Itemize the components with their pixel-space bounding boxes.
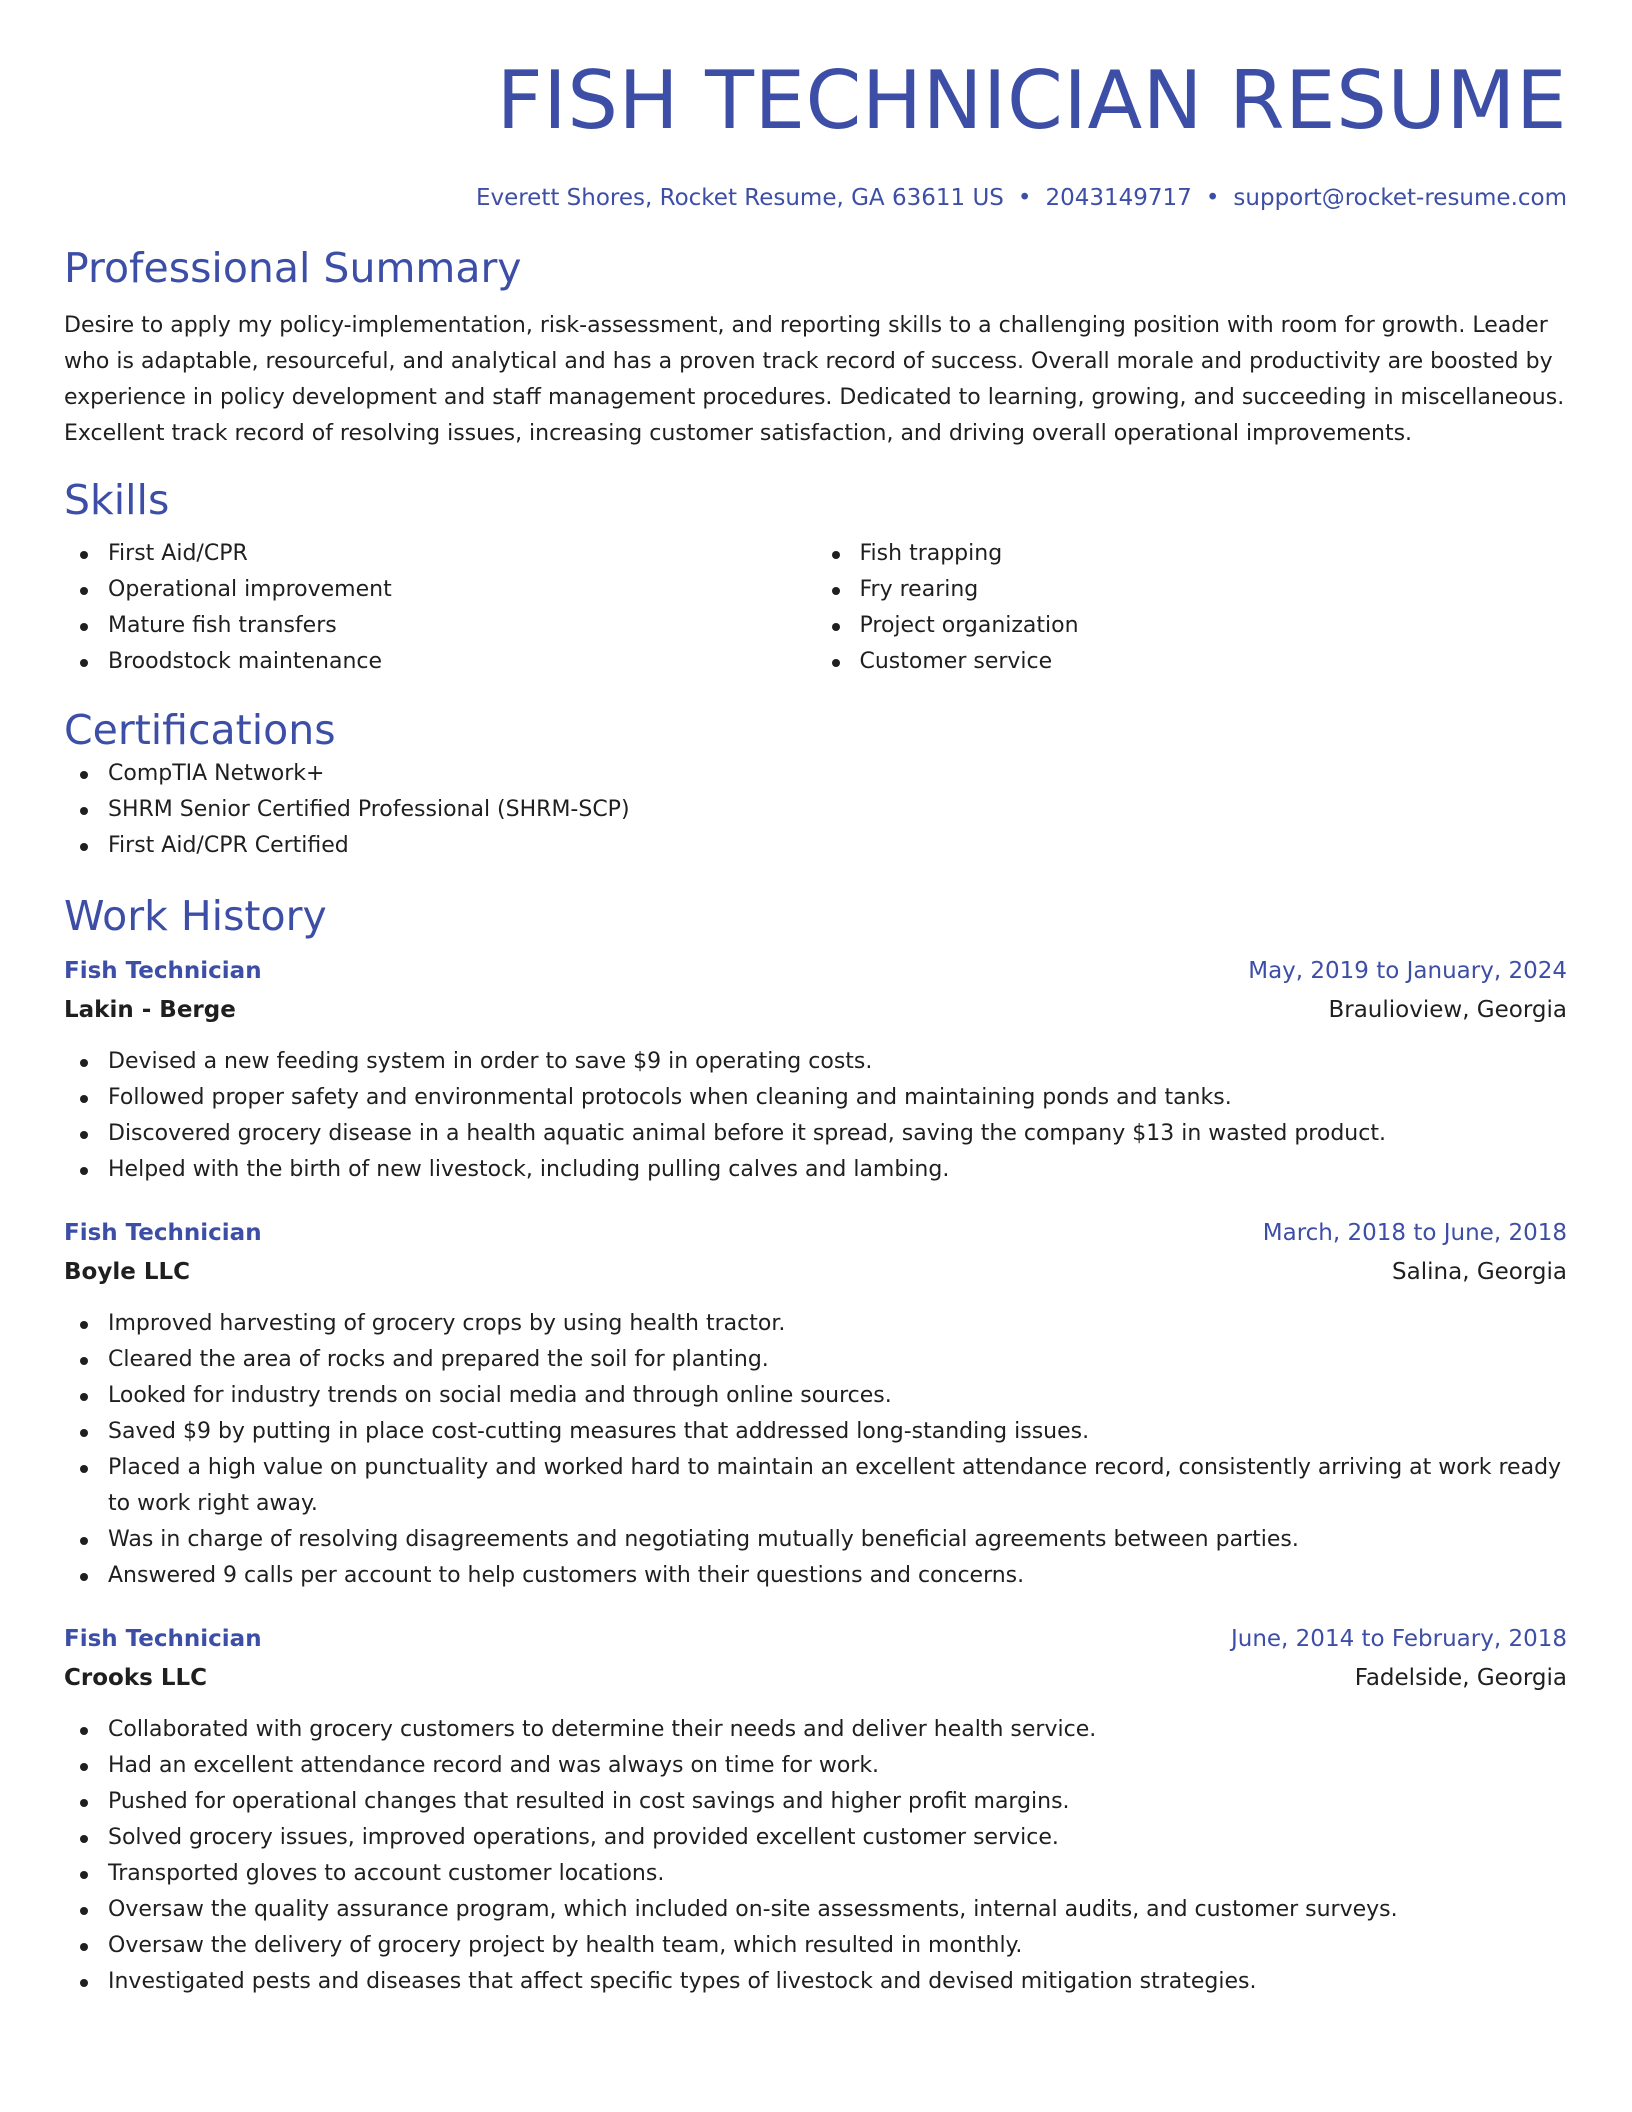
job-entry [64,1620,1567,2000]
certification-item: SHRM Senior Certified Professional (SHRM-SCP) [64,792,1567,828]
skills-list-left [64,536,816,680]
job-duties-list [64,1044,1567,1188]
skill-item: First Aid/CPR [64,536,816,572]
contact-phone: 2043149717 [1045,185,1192,211]
job-duty: Pushed for operational changes that resulted in cost savings and higher profit margins. [64,1784,1567,1820]
contact-separator: • [1017,185,1032,211]
job-duty: Had an excellent attendance record and was always on time for work. [64,1748,1567,1784]
job-duty: Collaborated with grocery customers to determine their needs and deliver health service. [64,1712,1567,1748]
resume-header [64,0,1567,216]
skills-column-right [816,536,1568,680]
job-location: Fadelside, Georgia [1354,1665,1567,1691]
job-company-row [64,1252,1567,1292]
job-company: Crooks LLC [64,1665,208,1691]
skill-item: Fry rearing [816,572,1568,608]
job-duty: Investigated pests and diseases that affect specific types of livestock and devised mitigation strategies. [64,1964,1567,2000]
job-duty: Looked for industry trends on social media and through online sources. [64,1378,1567,1414]
skill-item: Project organization [816,608,1568,644]
job-duty: Was in charge of resolving disagreements and negotiating mutually beneficial agreements between parties. [64,1522,1567,1558]
skills-column-left [64,536,816,680]
job-duty: Followed proper safety and environmental protocols when cleaning and maintaining ponds and tanks. [64,1080,1567,1116]
skills-heading: Skills [64,476,170,524]
job-header-row [64,952,1567,990]
job-duty: Oversaw the quality assurance program, which included on-site assessments, internal audits, and customer surveys. [64,1892,1567,1928]
job-duty: Solved grocery issues, improved operations, and provided excellent customer service. [64,1820,1567,1856]
job-location: Braulioview, Georgia [1328,997,1567,1023]
job-entry [64,1214,1567,1594]
resume-page [64,0,1567,2000]
skill-item: Customer service [816,644,1568,680]
certification-item: First Aid/CPR Certified [64,828,1567,864]
job-company: Boyle LLC [64,1259,191,1285]
job-duty: Helped with the birth of new livestock, including pulling calves and lambing. [64,1152,1567,1188]
job-duty: Saved $9 by putting in place cost-cutting measures that addressed long-standing issues. [64,1414,1567,1450]
job-dates: June, 2014 to February, 2018 [1230,1626,1567,1652]
job-location: Salina, Georgia [1392,1259,1567,1285]
skills-grid [64,536,1567,680]
job-duty: Placed a high value on punctuality and worked hard to maintain an excellent attendance record, consistently arriving at work ready to work right away. [64,1450,1567,1522]
job-entry [64,952,1567,1188]
job-duty: Improved harvesting of grocery crops by using health tractor. [64,1306,1567,1342]
skill-item: Broodstock maintenance [64,644,816,680]
skills-list-right [816,536,1568,680]
contact-line [64,180,1567,216]
job-header-row [64,1214,1567,1252]
job-position: Fish Technician [64,1626,262,1652]
certifications-list [64,756,1567,864]
summary-heading: Professional Summary [64,244,522,292]
contact-address: Everett Shores, Rocket Resume, GA 63611 US [475,185,1004,211]
summary-text: Desire to apply my policy-implementation, risk-assessment, and reporting skills to a challenging position with room for growth. Leader who is adaptable, resourceful, and analytical and has a proven track record of success. Overall morale and productivity are boosted by experience in policy development and staff management procedures. Dedicated to learning, growing, and succeeding in miscellaneous. Excellent track record of resolving issues, increasing customer satisfaction, and driving overall operational improvements. [64,313,1565,446]
resume-title: FISH TECHNICIAN RESUME [496,54,1567,147]
job-duty: Discovered grocery disease in a health aquatic animal before it spread, saving the company $13 in wasted product. [64,1116,1567,1152]
job-header-row [64,1620,1567,1658]
skill-item: Fish trapping [816,536,1568,572]
contact-email: support@rocket-resume.com [1233,185,1567,211]
job-position: Fish Technician [64,1220,262,1246]
job-position: Fish Technician [64,958,262,984]
contact-separator: • [1205,185,1220,211]
job-dates: May, 2019 to January, 2024 [1248,958,1567,984]
job-duty: Answered 9 calls per account to help customers with their questions and concerns. [64,1558,1567,1594]
work-history-heading: Work History [64,892,327,940]
job-dates: March, 2018 to June, 2018 [1262,1220,1567,1246]
certification-item: CompTIA Network+ [64,756,1567,792]
skill-item: Operational improvement [64,572,816,608]
job-duties-list [64,1306,1567,1594]
job-duty: Transported gloves to account customer locations. [64,1856,1567,1892]
job-company-row [64,1658,1567,1698]
job-duty: Oversaw the delivery of grocery project by health team, which resulted in monthly. [64,1928,1567,1964]
skill-item: Mature fish transfers [64,608,816,644]
job-duties-list [64,1712,1567,2000]
job-duty: Cleared the area of rocks and prepared the soil for planting. [64,1342,1567,1378]
job-company-row [64,990,1567,1030]
certifications-heading: Certifications [64,706,336,754]
job-company: Lakin - Berge [64,997,236,1023]
job-duty: Devised a new feeding system in order to save $9 in operating costs. [64,1044,1567,1080]
